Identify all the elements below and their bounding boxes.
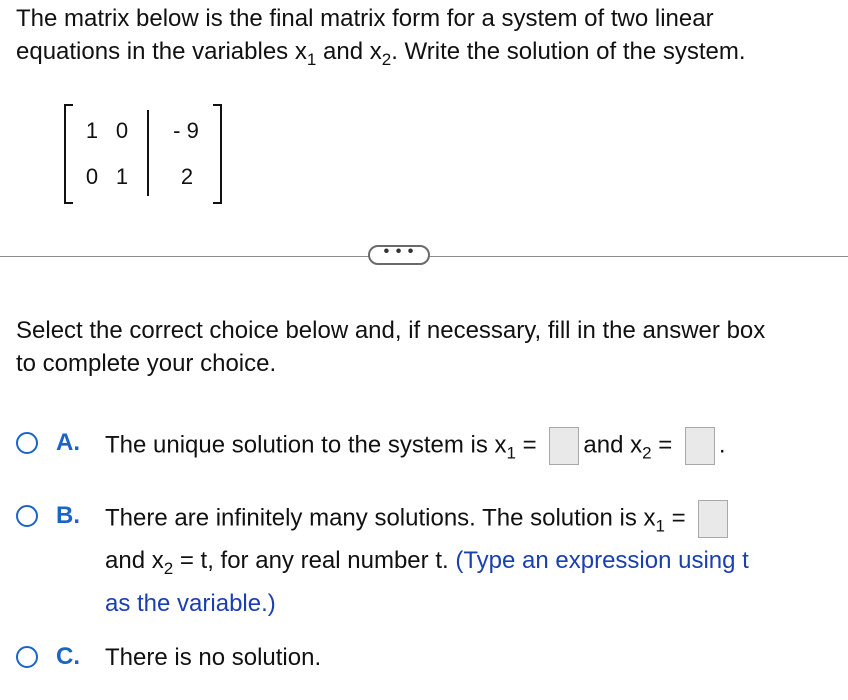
choice-c-text: There is no solution. [105, 644, 322, 671]
matrix-right-bracket [213, 104, 222, 204]
choice-c-radio[interactable] [16, 646, 38, 668]
matrix-cell-r2c1: 0 [85, 164, 99, 189]
answer-box-b-x1[interactable] [698, 500, 728, 538]
choice-b[interactable] [16, 500, 836, 620]
question-line-1: The matrix below is the final matrix form for a system of two linear [16, 5, 714, 32]
answer-box-x2[interactable] [685, 427, 715, 465]
choice-a[interactable] [16, 427, 836, 467]
choice-a-text: The unique solution to the system is $x_1$ = and $x_2$ = . [105, 427, 726, 465]
matrix-cell-r2c3: 2 [180, 164, 194, 189]
matrix-cell-r1c1: 1 [85, 118, 99, 143]
instruction-line-1: Select the correct choice below and, if necessary, fill in the answer box [16, 317, 766, 344]
choice-a-letter: A. [56, 429, 80, 456]
augmented-matrix [64, 104, 222, 204]
instruction-line-2: to complete your choice. [16, 350, 277, 377]
answer-box-x1[interactable] [549, 427, 579, 465]
matrix-cell-r2c2: 1 [115, 164, 129, 189]
choice-b-hint: (Type an expression using t [455, 547, 749, 574]
question-line-2: equations in the variables $x_1$ and $x_2$. Write the solution of the system. [16, 38, 746, 69]
choice-b-hint-line-2: as the variable.) [105, 590, 276, 617]
matrix-augment-line [147, 110, 149, 196]
choice-b-letter: B. [56, 502, 80, 529]
choice-c-letter: C. [56, 643, 80, 670]
choice-a-radio[interactable] [16, 432, 38, 454]
choice-b-line-1: There are infinitely many solutions. The solution is $x_1$ = [105, 500, 732, 538]
matrix-cell-r1c3: - 9 [173, 118, 199, 143]
choice-b-radio[interactable] [16, 505, 38, 527]
more-options-button[interactable]: • • • [368, 245, 430, 265]
matrix-left-bracket [64, 104, 73, 204]
choice-c[interactable] [16, 641, 836, 677]
choice-b-line-2: and $x_2 = t$, for any real number t. (Type an expression using t [105, 547, 749, 578]
matrix-cell-r1c2: 0 [115, 118, 129, 143]
question-text [16, 2, 836, 68]
instruction-text [16, 314, 836, 380]
